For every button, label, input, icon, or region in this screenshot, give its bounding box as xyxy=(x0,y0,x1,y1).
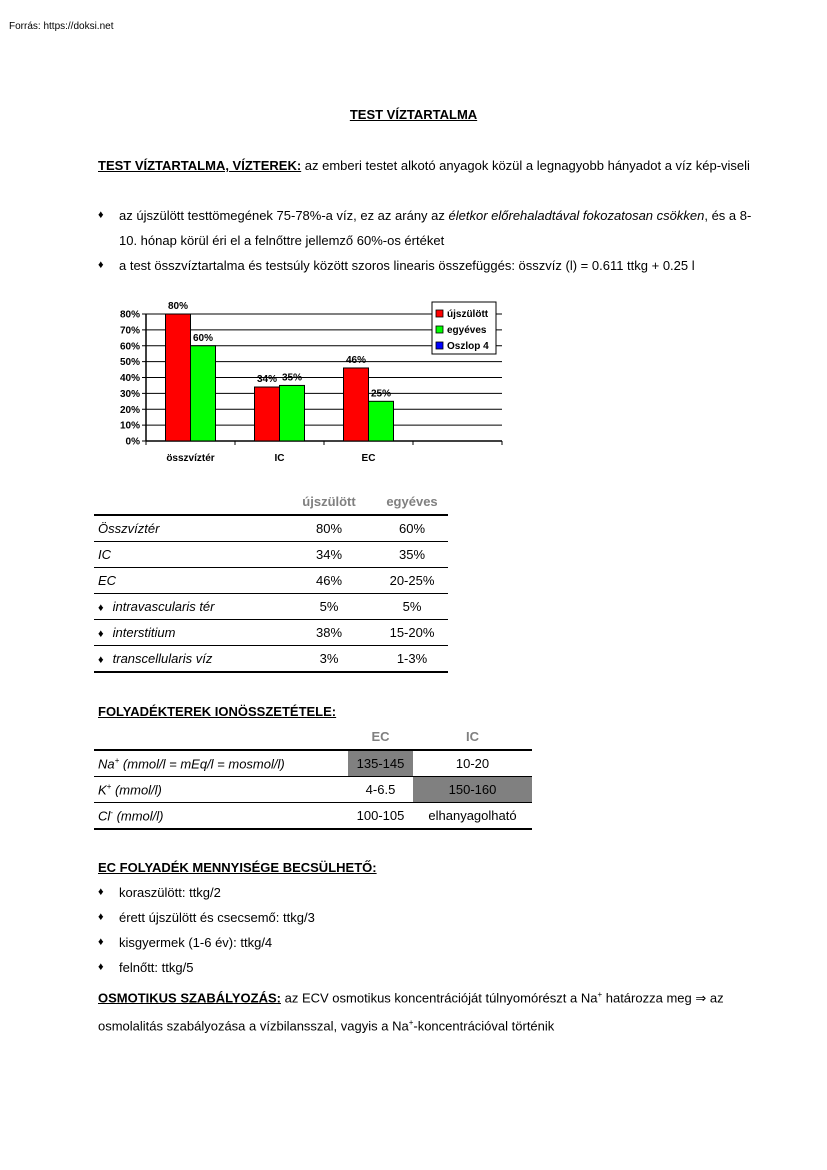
source-note: Forrás: https://doksi.net xyxy=(9,21,114,32)
cell-oneyear: 15-20% xyxy=(389,625,435,640)
ec-item-text: felnőtt: ttkg/5 xyxy=(119,960,194,975)
y-tick-label: 30% xyxy=(119,388,140,400)
bullet-diamond-icon: ♦ xyxy=(98,961,104,973)
y-tick-label: 20% xyxy=(119,404,140,416)
bar xyxy=(166,314,191,441)
ec-item-text: koraszülött: ttkg/2 xyxy=(119,885,221,900)
intro-text: az emberi testet alkotó anyagok közül a legnagyobb hányadot a víz kép-viseli xyxy=(301,158,750,173)
table1-header-newborn: újszülött xyxy=(302,494,356,509)
page-title: TEST VÍZTARTALMA xyxy=(349,107,478,122)
data-label: 25% xyxy=(370,388,392,400)
legend-label: Oszlop 4 xyxy=(447,341,489,352)
cell-newborn: 5% xyxy=(319,599,339,614)
ec-list-item xyxy=(98,955,752,980)
row-label xyxy=(94,568,282,594)
row-label-text: interstitium xyxy=(112,625,176,640)
ec-list-item xyxy=(98,880,752,905)
ion-heading: FOLYADÉKTEREK IONÖSSZETÉTELE: xyxy=(98,704,337,719)
row-label-text: Összvíztér xyxy=(98,521,160,536)
bullet-diamond-icon: ♦ xyxy=(98,886,104,898)
cell-ec: 135-145 xyxy=(348,750,413,777)
osmo-heading: OSMOTIKUS SZABÁLYOZÁS: xyxy=(98,990,281,1006)
ion-unit: (mmol/l) xyxy=(112,808,164,824)
row-label xyxy=(94,515,282,542)
cell-ec: 100-105 xyxy=(356,808,405,823)
data-label: 80% xyxy=(167,301,189,312)
ec-list-item xyxy=(98,905,752,930)
cell-ic: elhanyagolható xyxy=(428,808,517,823)
row-label-text: EC xyxy=(98,573,117,588)
osmo-text-4: -koncentrációval történik xyxy=(413,1018,555,1034)
y-tick-label: 60% xyxy=(119,341,140,353)
cell-newborn: 46% xyxy=(315,573,343,588)
water-compartments-table xyxy=(94,489,448,673)
bullet-italic: életkor előrehaladtával fokozatosan csökken xyxy=(448,208,705,223)
row-label-text: intravascularis tér xyxy=(112,599,215,614)
cell-ic: 150-160 xyxy=(413,777,532,803)
osmo-text-2: határozza meg xyxy=(602,990,696,1006)
x-tick-label: összvíztér xyxy=(166,453,215,464)
bullet-text: az újszülött testtömegének 75-78%-a víz, ez az arány az xyxy=(119,208,449,223)
table-row xyxy=(94,777,532,803)
y-tick-label: 50% xyxy=(119,357,140,369)
osmo-text-3: az osmolalitás szabályozása a vízbilansszal, vagyis a Na xyxy=(98,990,724,1034)
data-label: 35% xyxy=(281,372,303,384)
bullet-item xyxy=(98,253,752,278)
bar xyxy=(280,385,305,441)
legend-swatch xyxy=(436,310,443,317)
bullet-diamond-icon: ♦ xyxy=(98,911,104,923)
intro-paragraph xyxy=(98,153,752,178)
table-row xyxy=(94,803,532,830)
y-tick-label: 70% xyxy=(119,325,140,337)
row-label xyxy=(94,594,282,620)
row-label xyxy=(94,620,282,646)
ion-label xyxy=(94,777,348,803)
data-label: 34% xyxy=(256,374,278,386)
ion-unit: (mmol/l = mEq/l = mosmol/l) xyxy=(119,756,285,772)
data-label: 60% xyxy=(192,332,214,344)
cell-newborn: 80% xyxy=(315,521,343,536)
ec-item-text: érett újszülött és csecsemő: ttkg/3 xyxy=(119,910,315,925)
table-row xyxy=(94,750,532,777)
ion-charge: + xyxy=(106,781,112,791)
ec-list-item xyxy=(98,930,752,955)
table-row xyxy=(94,542,448,568)
row-label xyxy=(94,646,282,673)
row-label-text: transcellularis víz xyxy=(112,651,213,666)
cell-oneyear: 60% xyxy=(398,521,426,536)
y-tick-label: 0% xyxy=(125,436,140,448)
osmo-paragraph xyxy=(98,982,752,1039)
intro-heading: TEST VÍZTARTALMA, VÍZTEREK: xyxy=(98,158,302,173)
ec-heading: EC FOLYADÉK MENNYISÉGE BECSÜLHETŐ: xyxy=(98,860,377,875)
table-row xyxy=(94,620,448,646)
ion-label xyxy=(94,803,348,830)
ec-item-text: kisgyermek (1-6 év): ttkg/4 xyxy=(119,935,273,950)
osmo-sup-1: + xyxy=(597,990,603,999)
table-row xyxy=(94,568,448,594)
y-tick-label: 10% xyxy=(119,420,140,432)
bar xyxy=(369,401,394,441)
legend-label: újszülött xyxy=(447,309,489,320)
row-label-text: IC xyxy=(98,547,111,562)
cell-oneyear: 5% xyxy=(402,599,422,614)
bullet-item xyxy=(98,203,752,253)
legend-swatch xyxy=(436,342,443,349)
row-label xyxy=(94,542,282,568)
table2-header-ec: EC xyxy=(371,729,390,744)
table-row xyxy=(94,515,448,542)
legend-swatch xyxy=(436,326,443,333)
cell-ec: 4-6.5 xyxy=(365,782,396,797)
table-row xyxy=(94,646,448,673)
ion-charge: - xyxy=(110,807,113,817)
ion-composition-table xyxy=(94,724,532,830)
data-label: 46% xyxy=(345,354,367,366)
bullet-diamond-icon: ♦ xyxy=(98,209,104,221)
ion-charge: + xyxy=(114,755,120,765)
osmo-sup-2: + xyxy=(408,1018,414,1028)
bullet-diamond-icon: ♦ xyxy=(98,654,104,666)
table1-header-oneyear: egyéves xyxy=(386,494,438,509)
table2-header-ic: IC xyxy=(466,729,479,744)
legend-label: egyéves xyxy=(447,325,487,336)
bar xyxy=(191,346,216,441)
ion-symbol: Na xyxy=(98,756,115,772)
table-row xyxy=(94,594,448,620)
cell-oneyear: 35% xyxy=(398,547,426,562)
bullet-diamond-icon: ♦ xyxy=(98,628,104,640)
y-tick-label: 80% xyxy=(119,309,140,321)
table1-header-empty xyxy=(94,489,282,515)
ion-unit: (mmol/l) xyxy=(111,782,162,798)
cell-newborn: 34% xyxy=(315,547,343,562)
x-tick-label: EC xyxy=(361,453,376,464)
cell-newborn: 38% xyxy=(315,625,343,640)
cell-oneyear: 1-3% xyxy=(396,651,428,666)
bullet-text: a test összvíztartalma és testsúly között szoros linearis összefüggés: összvíz (l) = 0.611 ttkg + 0.25 l xyxy=(119,258,695,273)
cell-oneyear: 20-25% xyxy=(389,573,435,588)
bar xyxy=(344,368,369,441)
bar xyxy=(255,387,280,441)
bullet-diamond-icon: ♦ xyxy=(98,259,104,271)
water-content-bar-chart xyxy=(96,292,516,472)
osmo-text-1: az ECV osmotikus koncentrációját túlnyomórészt a Na xyxy=(280,990,598,1006)
bullet-diamond-icon: ♦ xyxy=(98,936,104,948)
table2-header-empty xyxy=(94,724,348,750)
bullet-diamond-icon: ♦ xyxy=(98,602,104,614)
ion-symbol: Cl xyxy=(98,808,111,824)
cell-ic: 10-20 xyxy=(455,756,490,771)
x-tick-label: IC xyxy=(274,453,285,464)
implies-arrow-icon: ⇒ xyxy=(695,990,707,1006)
ion-label xyxy=(94,750,348,777)
bullet-text-end: , és a 8-10. hónap körül éri el a felnőttre jellemző 60%-os értéket xyxy=(119,208,752,248)
y-tick-label: 40% xyxy=(119,373,140,384)
cell-newborn: 3% xyxy=(319,651,339,666)
ion-symbol: K xyxy=(98,782,107,798)
